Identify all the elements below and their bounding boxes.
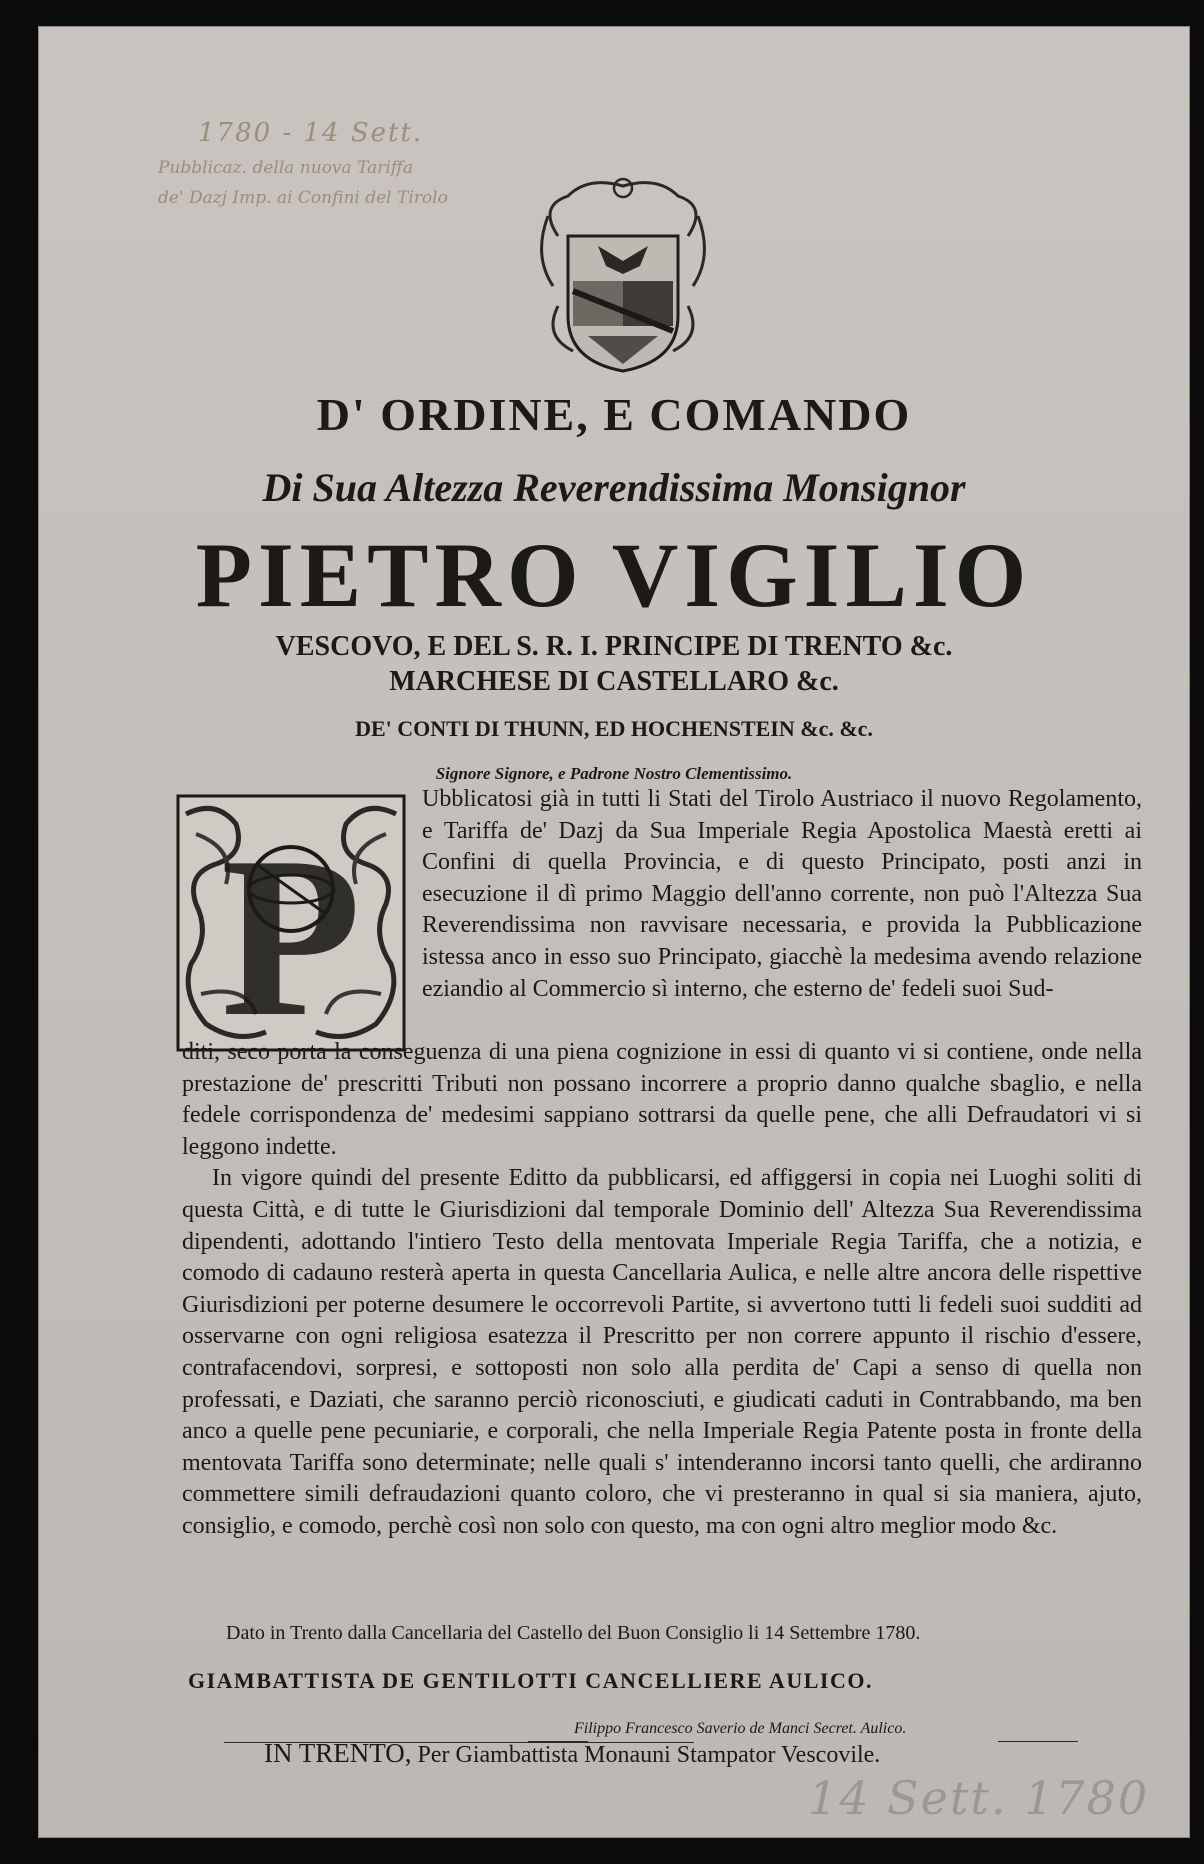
heading-vescovo: VESCOVO, E DEL S. R. I. PRINCIPE DI TRENTO &c.: [275, 631, 953, 662]
body-text: [182, 1037, 1142, 1543]
handwritten-note-line-1: Pubblicaz. della nuova Tariffa: [158, 158, 413, 178]
dropcap-letter: P: [220, 809, 362, 1052]
paragraph-1-opening: Ubblicatosi già in tutti li Stati del Tirolo Austriaco il nuovo Regolamento, e Tariffa de' Dazj da Sua Imperiale Regia Apostolica Maestà eretti ai Confini di quella Provincia, e di questo Principato, posti anzi in esecuzione il dì primo Maggio dell'anno corrente, non può l'Altezza Sua Reverendissima non ravvisare necessaria, e provida la Pubblicazione istessa anco in esso suo Principato, giacchè la medesima avendo relazione eziandio al Commercio sì interno, che esterno de' fedeli suoi Sud-: [422, 786, 1142, 1002]
handwritten-note-line-2: de' Dazj Imp. ai Confini del Tirolo: [158, 188, 448, 208]
heading-signore: Signore Signore, e Padrone Nostro Clementissimo.: [435, 764, 793, 783]
imprint-place: IN TRENTO,: [264, 1738, 412, 1768]
handwritten-date: 1780 - 14 Sett.: [198, 118, 424, 148]
paragraph-1-continuation: diti, seco porta la conseguenza di una piena cognizione in essi di quanto vi si contiene, onde nella prestazione de' prescritti Tributi non possano incorrere a proprio danno qualche sbaglio, e nella fedele corrispondenza de' medesimi sappiano sottrarsi da quelle pene, che alli Defraudatori vi si leggono indette.: [182, 1039, 1142, 1160]
document-sheet: [38, 26, 1190, 1838]
heading-conti: DE' CONTI DI THUNN, ED HOCHENSTEIN &c. &c.: [355, 716, 873, 741]
heading-marchese: MARCHESE DI CASTELLARO &c.: [389, 666, 839, 697]
printer-imprint: [264, 1738, 880, 1769]
secretary-signature: Filippo Francesco Saverio de Manci Secret. Aulico.: [574, 1720, 907, 1737]
heading-altezza: Di Sua Altezza Reverendissima Monsignor: [262, 465, 966, 510]
handwritten-annotation-bottom: 14 Sett. 1780: [808, 1771, 1150, 1825]
coat-of-arms-icon: [528, 166, 718, 376]
decorated-initial-icon: [176, 794, 406, 1052]
imprint-printer: Per Giambattista Monauni Stampator Vescovile.: [411, 1742, 881, 1768]
heading-ordine: D' ORDINE, E COMANDO: [316, 389, 912, 440]
heading-name: PIETRO VIGILIO: [195, 524, 1033, 626]
divider: [998, 1741, 1078, 1742]
handwritten-annotation-top: [158, 118, 538, 208]
chancellor-signature: GIAMBATTISTA DE GENTILOTTI CANCELLIERE AULICO.: [188, 1668, 873, 1693]
date-line: Dato in Trento dalla Cancellaria del Castello del Buon Consiglio li 14 Settembre 1780.: [226, 1622, 921, 1644]
paragraph-2: In vigore quindi del presente Editto da pubblicarsi, ed affiggersi in copia nei Luoghi soliti di questa Città, e di tutte le Giurisdizioni dal temporale Dominio dell' Altezza Sua Reverendissima dipendenti, adottando l'intiero Testo della mentovata Imperiale Regia Tariffa, che a notizia, e comodo di cadauno resterà aperta in questa Cancellaria Aulica, e nelle altre ancora delle rispettive Giurisdizioni per poterne desumere le occorrevoli Partite, si avvertono tutti li fedeli suoi sudditi ad osservarne con ogni religiosa esatezza il Prescritto per non correre appunto il rischio d'essere, contrafacendovi, sorpresi, e sottoposti non solo alla perdita de' Capi a senso di quella non professati, e Daziati, che saranno perciò riconosciuti, e giudicati caduti in Contrabbando, ma ben anco a quelle pene pecuniarie, e corporali, che nella Imperiale Regia Patente posta in fronte della mentovata Tariffa sono determinate; nelle quali s' intenderanno incorsi tanto quelli, che ardiranno commettere simili defraudazioni quanto coloro, che vi presteranno in qual si sia maniera, ajuto, consiglio, e comodo, perchè così non solo con questo, ma con ogni altro meglior modo &c.: [182, 1165, 1142, 1539]
